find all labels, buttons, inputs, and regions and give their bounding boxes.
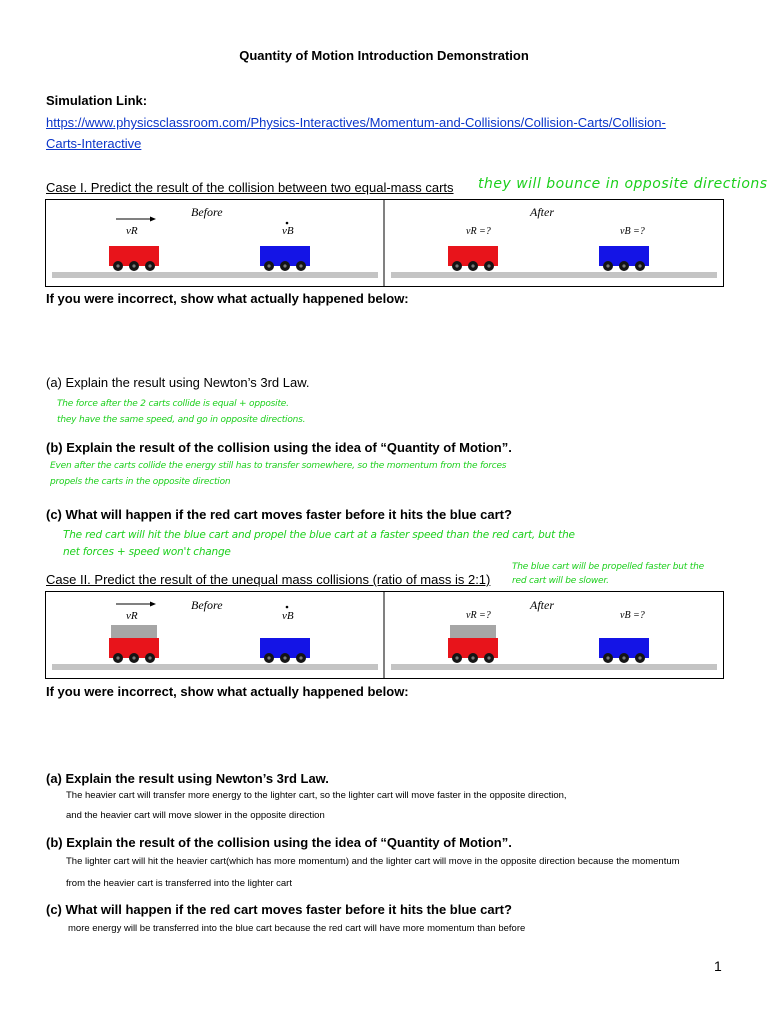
track-after (391, 272, 717, 278)
simulation-link-line1[interactable]: https://www.physicsclassroom.com/Physics-Interactives/Momentum-and-Collisions/Collision-Carts/Collision- (46, 115, 666, 130)
case2-question-c: (c) What will happen if the red cart moves faster before it hits the blue cart? (46, 902, 512, 917)
case2-answer-a-line2: and the heavier cart will move slower in the opposite direction (66, 810, 325, 821)
case2-diagram (45, 591, 724, 679)
document-title: Quantity of Motion Introduction Demonstration (239, 48, 529, 63)
case1-answer-a-line1: The force after the 2 carts collide is equal + opposite. (57, 399, 289, 409)
track (52, 272, 378, 278)
case2-answer-a-line1: The heavier cart will transfer more energy to the lighter cart, so the lighter cart will move faster in the opposite direction, (66, 790, 567, 801)
case1-answer-c-line1: The red cart will hit the blue cart and propel the blue cart at a faster speed than the red cart, but the (63, 529, 575, 541)
case2-prediction-line1: The blue cart will be propelled faster but the (512, 562, 704, 572)
vb-unknown-label: vB =? (620, 226, 645, 237)
case1-answer-b-line1: Even after the carts collide the energy still has to transfer somewhere, so the momentum from the forces (50, 461, 507, 471)
case1-incorrect-prompt: If you were incorrect, show what actually happened below: (46, 291, 409, 306)
case1-prediction: they will bounce in opposite directions (478, 176, 768, 192)
case2-diagram-svg (46, 592, 723, 678)
case2-prediction-line2: red cart will be slower. (512, 576, 609, 586)
added-weight (111, 625, 157, 638)
vb-label: vB (282, 610, 294, 622)
simulation-link-label: Simulation Link: (46, 93, 148, 108)
case2-incorrect-prompt: If you were incorrect, show what actually happened below: (46, 684, 409, 699)
track-after (391, 664, 717, 670)
red-cart-after (448, 246, 498, 271)
red-cart-weighted (109, 625, 159, 663)
blue-cart (260, 638, 310, 663)
track (52, 664, 378, 670)
case1-answer-b-line2: propels the carts in the opposite direction (50, 477, 231, 487)
velocity-arrowhead (150, 217, 156, 222)
case1-answer-c-line2: net forces + speed won't change (63, 546, 231, 558)
velocity-arrowhead (150, 602, 156, 607)
vb-dot (286, 606, 289, 609)
simulation-link-line2[interactable]: Carts-Interactive (46, 136, 142, 151)
case2-answer-b-line1: The lighter cart will hit the heavier cart(which has more momentum) and the lighter cart will move in the opposite direction because the momentum (66, 856, 680, 867)
case2-question-a: (a) Explain the result using Newton’s 3rd Law. (46, 771, 329, 786)
blue-cart (260, 246, 310, 271)
vr-unknown-label: vR =? (466, 610, 491, 621)
case1-question-b: (b) Explain the result of the collision using the idea of “Quantity of Motion”. (46, 440, 512, 455)
vr-label: vR (126, 610, 138, 622)
case2-answer-c-line1: more energy will be transferred into the blue cart because the red cart will have more momentum than before (68, 923, 526, 934)
vb-label: vB (282, 225, 294, 237)
before-label: Before (191, 205, 223, 219)
vr-label: vR (126, 225, 138, 237)
case1-question-a: (a) Explain the result using Newton’s 3rd Law. (46, 375, 310, 390)
case2-answer-b-line2: from the heavier cart is transferred into the lighter cart (66, 878, 292, 889)
case2-question-b: (b) Explain the result of the collision using the idea of “Quantity of Motion”. (46, 835, 512, 850)
after-label: After (530, 205, 554, 219)
red-cart-weighted-after (448, 625, 498, 663)
case1-diagram-svg (46, 200, 723, 286)
added-weight (450, 625, 496, 638)
red-cart (109, 246, 159, 271)
after-label: After (530, 598, 554, 612)
page-number: 1 (714, 958, 722, 974)
vb-dot (286, 222, 289, 225)
blue-cart-after (599, 638, 649, 663)
case1-diagram (45, 199, 724, 287)
vr-unknown-label: vR =? (466, 226, 491, 237)
case1-answer-a-line2: they have the same speed, and go in opposite directions. (57, 415, 306, 425)
vb-unknown-label: vB =? (620, 610, 645, 621)
blue-cart-after (599, 246, 649, 271)
case1-heading: Case I. Predict the result of the collision between two equal-mass carts (46, 180, 454, 195)
case1-question-c: (c) What will happen if the red cart moves faster before it hits the blue cart? (46, 507, 512, 522)
before-label: Before (191, 598, 223, 612)
case2-heading: Case II. Predict the result of the unequal mass collisions (ratio of mass is 2:1) (46, 572, 491, 587)
